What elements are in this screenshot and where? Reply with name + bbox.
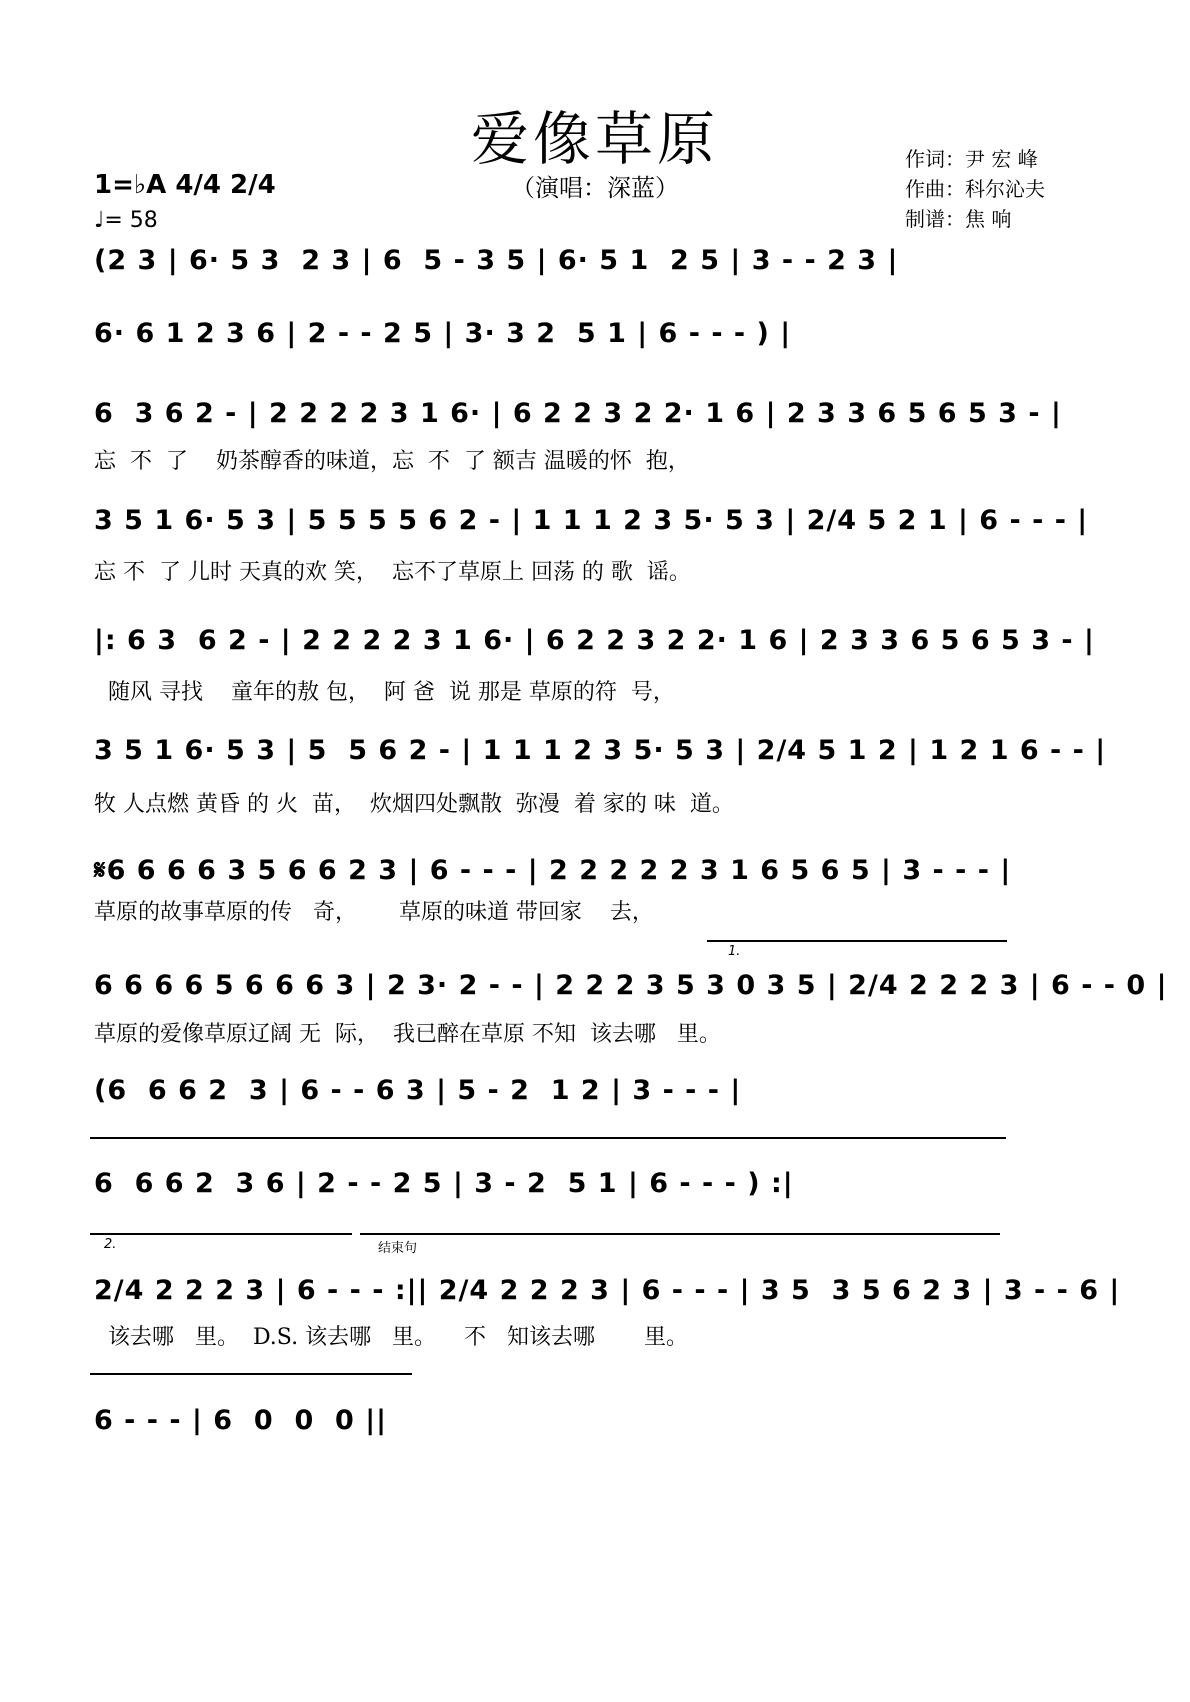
tempo-marking: ♩= 58 [94, 208, 158, 233]
lyric-line-11: 该去哪 里。 D.S. 该去哪 里。 不 知该去哪 里。 [94, 1325, 688, 1350]
song-title: 爱像草原 [470, 105, 719, 173]
transcriber-credit: 制谱：焦 响 [905, 207, 1012, 231]
score-line-12: 6 - - - | 6 0 0 0 || [94, 1405, 387, 1436]
volta-2-label: 2. [104, 1237, 117, 1252]
score-line-9: (6 6 6 2 3 | 6 - - 6 3 | 5 - 2 1 2 | 3 - - - | [94, 1075, 742, 1106]
volta-2-bracket [90, 1233, 352, 1235]
score-line-11: 2/4 2 2 2 3 | 6 - - - :|| 2/4 2 2 2 3 | 6 - - - | 3 5 3 5 6 2 3 | 3 - - 6 | [94, 1275, 1121, 1306]
score-line-6: 3 5 1 6· 5 3 | 5 5 6 2 - | 1 1 1 2 3 5· 5 3 | 2/4 5 1 2 | 1 2 1 6 - - | [94, 735, 1107, 766]
score-line-2: 6· 6 1 2 3 6 | 2 - - 2 5 | 3· 3 2 5 1 | 6 - - - ) | [94, 318, 792, 349]
score-line-5: |: 6 3 6 2 - | 2 2 2 2 3 1 6· | 6 2 2 3 2 2· 1 6 | 2 3 3 6 5 6 5 3 - | [94, 625, 1095, 656]
score-line-8: 6 6 6 6 5 6 6 6 3 | 2 3· 2 - - | 2 2 2 3 5 3 0 3 5 | 2/4 2 2 2 3 | 6 - - 0 | [94, 970, 1168, 1001]
final-bracket [90, 1373, 412, 1375]
lyric-line-4: 忘 不 了 儿时 天真的欢 笑， 忘不了草原上 回荡 的 歌 谣。 [94, 560, 691, 585]
credits [905, 144, 1045, 234]
score-line-3: 6 3 6 2 - | 2 2 2 2 3 1 6· | 6 2 2 3 2 2· 1 6 | 2 3 3 6 5 6 5 3 - | [94, 398, 1062, 429]
lyric-line-3: 忘 不 了 奶茶醇香的味道，忘 不 了 额吉 温暖的怀 抱， [94, 449, 690, 474]
score-line-7: 𝄋6 6 6 6 3 5 6 6 2 3 | 6 - - - | 2 2 2 2 2 3 1 6 5 6 5 | 3 - - - | [94, 855, 1012, 886]
score-line-10: 6 6 6 2 3 6 | 2 - - 2 5 | 3 - 2 5 1 | 6 - - - ) :| [94, 1168, 794, 1199]
lyric-line-8: 草原的爱像草原辽阔 无 际， 我已醉在草原 不知 该去哪 里。 [94, 1022, 721, 1047]
score-line-1: (2 3 | 6· 5 3 2 3 | 6 5 - 3 5 | 6· 5 1 2 5 | 3 - - 2 3 | [94, 245, 899, 276]
volta-1-bracket [707, 940, 1007, 942]
lyric-line-5: 随风 寻找 童年的敖 包， 阿 爸 说 那是 草原的符 号， [94, 680, 675, 705]
song-subtitle: （演唱：深蓝） [511, 174, 679, 202]
lyric-line-7: 草原的故事草原的传 奇， 草原的味道 带回家 去， [94, 900, 654, 925]
volta-1-label: 1. [728, 944, 741, 959]
lyric-line-6: 牧 人点燃 黄昏 的 火 苗， 炊烟四处飘散 弥漫 着 家的 味 道。 [94, 792, 734, 817]
score-line-4: 3 5 1 6· 5 3 | 5 5 5 5 6 2 - | 1 1 1 2 3 5· 5 3 | 2/4 5 2 1 | 6 - - - | [94, 505, 1089, 536]
composer-credit: 作曲：科尔沁夫 [905, 177, 1045, 201]
volta-1-continuation [90, 1137, 1006, 1139]
coda-label: 结束句 [378, 1241, 418, 1256]
coda-bracket [360, 1233, 1000, 1235]
lyricist-credit: 作词：尹 宏 峰 [905, 147, 1038, 171]
key-signature: 1=♭A 4/4 2/4 [94, 170, 276, 200]
